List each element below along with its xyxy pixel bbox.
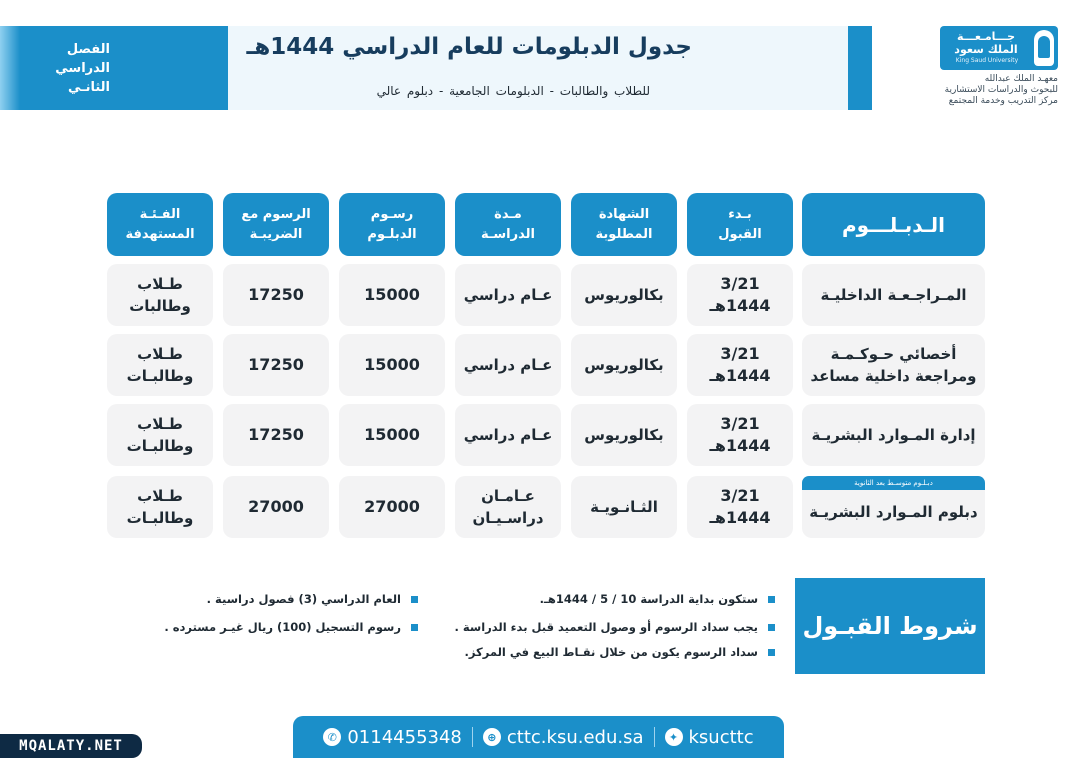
- start-year: 1444هـ: [709, 508, 771, 527]
- header-fees-tax-line-2: الضريبـة: [249, 226, 303, 242]
- table-row-1-diploma: [802, 264, 985, 326]
- duration-line-2: دراسـيـان: [472, 509, 544, 527]
- header-target-line-1: الفـئـة: [139, 206, 181, 222]
- target-line-2: وطالبـات: [126, 367, 194, 385]
- table-row-3-fees: [339, 404, 445, 466]
- condition-item: [455, 620, 775, 634]
- institute-line-2: للبحوث والدراسات الاستشارية: [944, 85, 1058, 95]
- certificate-value: الثـانـويـة: [590, 498, 658, 516]
- duration-line-1: عـامـان: [481, 487, 535, 505]
- diploma-name: دبلوم المـوارد البشريـة: [809, 503, 978, 521]
- footer-divider: [472, 727, 473, 747]
- table-row-4-fees-tax: [223, 476, 329, 538]
- header-diploma: [802, 193, 985, 256]
- table-row-2-fees: [339, 334, 445, 396]
- header-start: [687, 193, 793, 256]
- condition-item: [207, 592, 418, 606]
- twitter-handle: ksucttc: [688, 726, 754, 748]
- university-name-line-1: جـــامـعـــة: [956, 30, 1016, 43]
- diploma-name: المـراجـعـة الداخليـة: [820, 286, 967, 304]
- semester-line-2: الدراسي: [55, 61, 110, 76]
- header-certificate: [571, 193, 677, 256]
- header-diploma-label: الـدبـلـــوم: [842, 212, 945, 237]
- header-target-line-2: المستهدفة: [125, 226, 195, 242]
- table-row-3-start: [687, 404, 793, 466]
- header-fees-tax-line-1: الرسوم مع: [241, 206, 311, 222]
- table-row-1-fees: [339, 264, 445, 326]
- bullet-square-icon: [768, 649, 775, 656]
- diploma-name: إدارة المـوارد البشريـة: [811, 426, 976, 444]
- whatsapp-icon: ✆: [323, 728, 341, 746]
- header-certificate-line-1: الشهادة: [598, 206, 650, 222]
- fees-value: 15000: [364, 355, 420, 374]
- start-year: 1444هـ: [709, 436, 771, 455]
- university-name-en: King Saud University: [955, 57, 1019, 64]
- start-year: 1444هـ: [709, 296, 771, 315]
- semester-banner: [0, 26, 228, 110]
- fees-tax-value: 17250: [248, 355, 304, 374]
- header-target: [107, 193, 213, 256]
- target-line-1: طـلاب: [137, 415, 183, 433]
- table-row-1-start: [687, 264, 793, 326]
- start-date: 3/21: [720, 344, 760, 363]
- institute-line-3: مركز التدريب وخدمة المجتمع: [948, 96, 1058, 106]
- institute-line-1: معهـد الملك عبدالله: [984, 74, 1058, 84]
- university-emblem-icon: [1034, 30, 1054, 66]
- condition-text: ستكون بداية الدراسة 10 / 5 / 1444هـ.: [539, 592, 758, 606]
- university-name-line-2: الملك سعود: [954, 43, 1018, 56]
- target-line-2: وطالبـات: [126, 437, 194, 455]
- contact-footer: [293, 716, 784, 758]
- table-row-4-duration: [455, 476, 561, 538]
- table-row-3-fees-tax: [223, 404, 329, 466]
- twitter-icon: ✦: [665, 728, 683, 746]
- footer-divider: [654, 727, 655, 747]
- table-row-1-duration: [455, 264, 561, 326]
- target-line-2: وطالبات: [129, 297, 191, 315]
- fees-tax-value: 27000: [248, 497, 304, 516]
- page-subtitle: للطلاب والطالبات - الدبلومات الجامعية - دبلوم عالي: [376, 84, 650, 98]
- header-fees-line-2: الدبلـوم: [367, 226, 417, 242]
- condition-item: [164, 620, 418, 634]
- header-duration-line-2: الدراسـة: [481, 226, 535, 242]
- target-line-1: طـلاب: [137, 345, 183, 363]
- university-name-ar: [942, 30, 1030, 56]
- table-row-3-diploma: [802, 404, 985, 466]
- start-date: 3/21: [720, 414, 760, 433]
- table-row-1-target: [107, 264, 213, 326]
- twitter-link[interactable]: [665, 727, 754, 748]
- table-row-1-certificate: [571, 264, 677, 326]
- table-row-2-certificate: [571, 334, 677, 396]
- table-row-4-certificate: [571, 476, 677, 538]
- header-start-line-1: بـدء: [728, 206, 752, 222]
- table-row-2-target: [107, 334, 213, 396]
- certificate-value: بكالوريوس: [584, 286, 664, 304]
- institute-name: [938, 74, 1058, 107]
- semester-line-3: الثانـي: [67, 80, 110, 95]
- admission-conditions-label: شروط القبـول: [802, 612, 978, 640]
- phone-number: 0114455348: [347, 726, 462, 748]
- table-row-2-start: [687, 334, 793, 396]
- start-date: 3/21: [720, 486, 760, 505]
- condition-text: العام الدراسي (3) فصول دراسية .: [206, 592, 401, 606]
- title-banner: [228, 26, 872, 110]
- start-year: 1444هـ: [709, 366, 771, 385]
- diploma-level-badge: دبـلـوم متوسـط بعد الثانوية: [802, 476, 985, 490]
- banner-fade: [0, 26, 20, 110]
- header-duration: [455, 193, 561, 256]
- fees-tax-value: 17250: [248, 285, 304, 304]
- table-row-4-fees: [339, 476, 445, 538]
- bullet-square-icon: [411, 624, 418, 631]
- header-duration-line-1: مـدة: [494, 206, 522, 222]
- table-row-4-target: [107, 476, 213, 538]
- bullet-square-icon: [411, 596, 418, 603]
- target-line-1: طـلاب: [137, 487, 183, 505]
- table-row-3-certificate: [571, 404, 677, 466]
- certificate-value: بكالوريوس: [584, 356, 664, 374]
- condition-text: سداد الرسوم يكون من خلال نقـاط البيع في المركز.: [464, 645, 758, 659]
- semester-line-1: الفصل: [66, 42, 110, 57]
- globe-icon: ⊕: [483, 728, 501, 746]
- phone-contact[interactable]: [323, 727, 462, 748]
- header-fees-tax: [223, 193, 329, 256]
- semester-label: [20, 40, 110, 97]
- condition-text: يجب سداد الرسوم أو وصول التعميد قبل بدء الدراسة .: [454, 620, 758, 634]
- condition-item: [465, 645, 775, 659]
- title-banner-accent: [848, 26, 872, 110]
- header-fees-line-1: رسـوم: [370, 206, 414, 222]
- table-row-3-duration: [455, 404, 561, 466]
- table-row-1-fees-tax: [223, 264, 329, 326]
- condition-text: رسوم التسجيل (100) ريال غيـر مسترده .: [164, 620, 401, 634]
- fees-value: 27000: [364, 497, 420, 516]
- bullet-square-icon: [768, 624, 775, 631]
- table-row-4-start: [687, 476, 793, 538]
- table-row-2-fees-tax: [223, 334, 329, 396]
- target-line-2: وطالبـات: [126, 509, 194, 527]
- site-watermark: MQALATY.NET: [0, 734, 142, 758]
- page-title: جدول الدبلومات للعام الدراسي 1444هـ: [246, 34, 692, 60]
- bullet-square-icon: [768, 596, 775, 603]
- duration-value: عـام دراسي: [463, 426, 553, 444]
- admission-conditions-title: [795, 578, 985, 674]
- duration-value: عـام دراسي: [463, 356, 553, 374]
- header-fees: [339, 193, 445, 256]
- website-link[interactable]: [483, 727, 644, 748]
- website-url: cttc.ksu.edu.sa: [506, 726, 644, 748]
- duration-value: عـام دراسي: [463, 286, 553, 304]
- fees-value: 15000: [364, 285, 420, 304]
- table-row-3-target: [107, 404, 213, 466]
- condition-item: [540, 592, 775, 606]
- header-start-line-2: القبول: [718, 226, 762, 242]
- target-line-1: طـلاب: [137, 275, 183, 293]
- fees-tax-value: 17250: [248, 425, 304, 444]
- certificate-value: بكالوريوس: [584, 426, 664, 444]
- diploma-name-line-1: أخصائي حـوكـمـة: [830, 345, 957, 363]
- diploma-name-line-2: ومراجعة داخلية مساعد: [810, 367, 977, 385]
- table-row-2-diploma: [802, 334, 985, 396]
- table-row-2-duration: [455, 334, 561, 396]
- header-certificate-line-2: المطلوبة: [595, 226, 653, 242]
- fees-value: 15000: [364, 425, 420, 444]
- start-date: 3/21: [720, 274, 760, 293]
